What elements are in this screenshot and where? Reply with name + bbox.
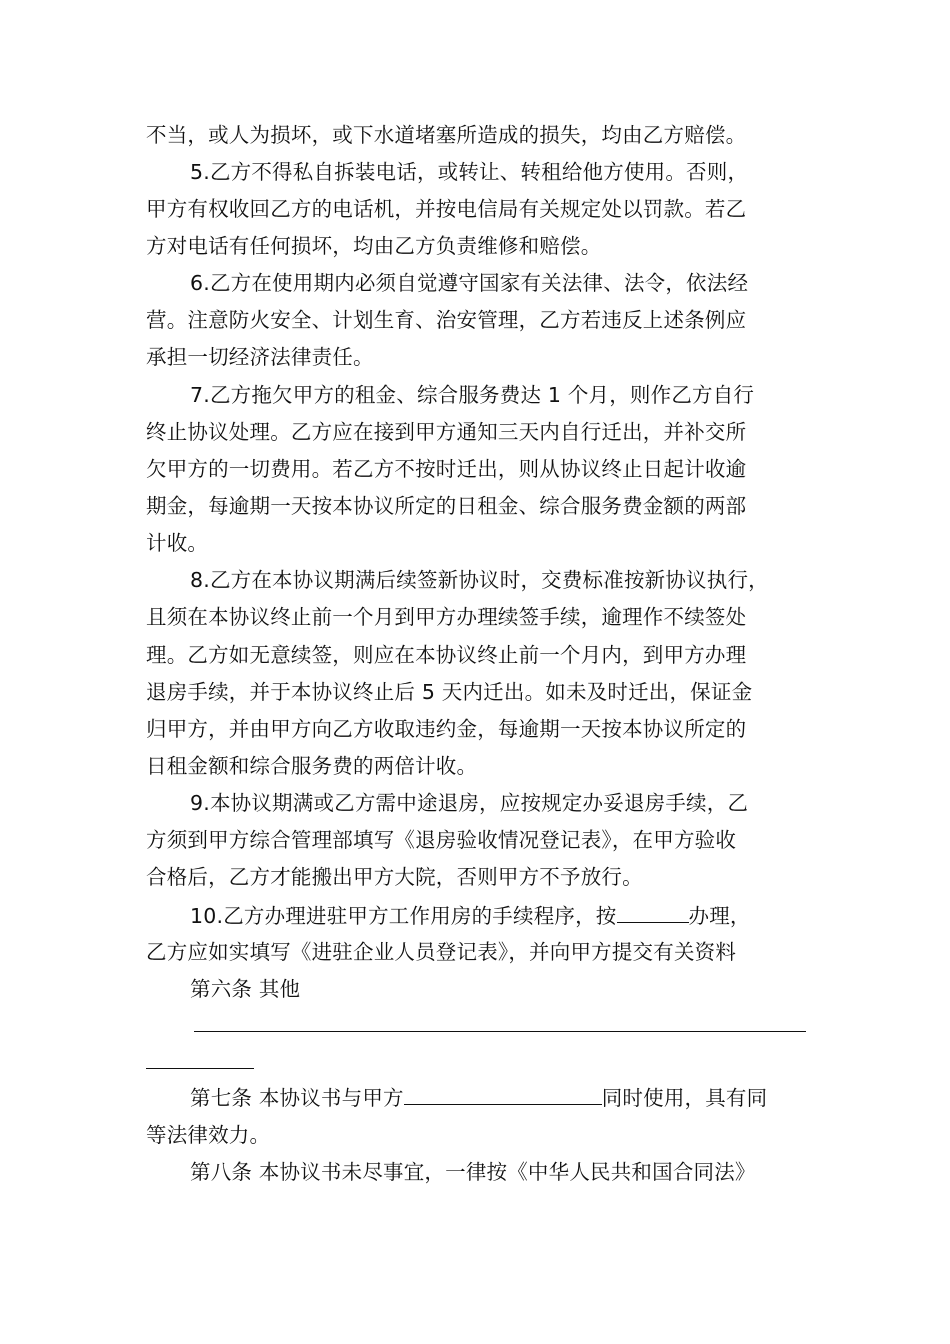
paragraph-line: 计收。 [146,531,209,555]
fill-in-rule [146,1068,254,1069]
fill-in-blank [404,1082,602,1105]
article-8-line: 第八条 本协议书未尽事宜，一律按《中华人民共和国合同法》 [190,1160,756,1184]
fill-in-blank [617,900,689,923]
paragraph-line: 方对电话有任何损坏，均由乙方负责维修和赔偿。 [146,234,602,258]
clause-8-line: 8.乙方在本协议期满后续签新协议时，交费标准按新协议执行， [190,568,769,592]
fill-in-rule [194,1031,806,1032]
clause-9-line: 9.本协议期满或乙方需中途退房，应按规定办妥退房手续，乙 [190,791,749,815]
paragraph-line: 甲方有权收回乙方的电话机，并按电信局有关规定处以罚款。若乙 [146,197,747,221]
paragraph-line: 欠甲方的一切费用。若乙方不按时迁出，则从协议终止日起计收逾 [146,457,747,481]
paragraph-line: 等法律效力。 [146,1123,271,1147]
article-7-line [190,1082,767,1113]
clause-5-line: 5.乙方不得私自拆装电话，或转让、转租给他方使用。否则， [190,160,749,184]
clause-10-line [190,900,751,931]
paragraph-line: 期金，每逾期一天按本协议所定的日租金、综合服务费金额的两部 [146,494,747,518]
paragraph-line: 退房手续，并于本协议终止后 5 天内迁出。如未及时迁出，保证金 [146,680,753,704]
paragraph-line: 方须到甲方综合管理部填写《退房验收情况登记表》，在甲方验收 [146,828,737,852]
paragraph-line: 不当，或人为损坏，或下水道堵塞所造成的损失，均由乙方赔偿。 [146,123,747,147]
paragraph-line: 且须在本协议终止前一个月到甲方办理续签手续，逾理作不续签处 [146,605,747,629]
article-6-heading: 第六条 其他 [190,977,301,1001]
clause-7-line: 7.乙方拖欠甲方的租金、综合服务费达 1 个月，则作乙方自行 [190,383,755,407]
clause-10-text: 10.乙方办理进驻甲方工作用房的手续程序，按 [190,904,617,928]
paragraph-line: 终止协议处理。乙方应在接到甲方通知三天内自行迁出，并补交所 [146,420,747,444]
clause-6-line: 6.乙方在使用期内必须自觉遵守国家有关法律、法令，依法经 [190,271,749,295]
paragraph-line: 营。注意防火安全、计划生育、治安管理，乙方若违反上述条例应 [146,308,747,332]
paragraph-line: 理。乙方如无意续签，则应在本协议终止前一个月内，到甲方办理 [146,643,747,667]
paragraph-line: 日租金额和综合服务费的两倍计收。 [146,754,478,778]
clause-10-text-end: 办理， [688,904,751,928]
paragraph-line: 承担一切经济法律责任。 [146,345,374,369]
paragraph-line: 归甲方，并由甲方向乙方收取违约金，每逾期一天按本协议所定的 [146,717,747,741]
paragraph-line: 合格后，乙方才能搬出甲方大院，否则甲方不予放行。 [146,865,643,889]
article-7-text: 第七条 本协议书与甲方 [190,1086,404,1110]
paragraph-line: 乙方应如实填写《进驻企业人员登记表》，并向甲方提交有关资料 [146,940,737,964]
article-7-text-end: 同时使用，具有同 [601,1086,768,1110]
